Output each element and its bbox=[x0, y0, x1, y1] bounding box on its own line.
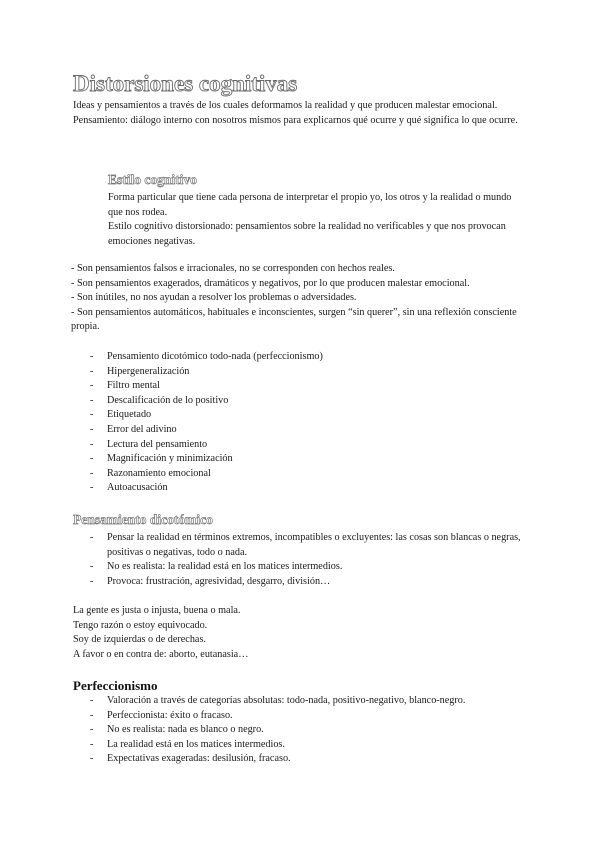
dicotomico-bullet: - Provoca: frustración, agresividad, desgarro, división… bbox=[90, 575, 530, 590]
example-line: Soy de izquierdas o de derechas. bbox=[73, 634, 206, 646]
perfeccionismo-bullet: - La realidad está en los matices intermedios. bbox=[90, 738, 530, 753]
distortion-item: - Error del adivino bbox=[90, 423, 490, 438]
distortion-item: - Autoacusación bbox=[90, 481, 490, 496]
estilo-heading: Estilo cognitivo bbox=[108, 172, 197, 187]
estilo-definition: Forma particular que tiene cada persona de interpretar el propio yo, los otros y la realidad o mundo que nos rodea. bbox=[108, 192, 512, 218]
dicotomico-bullet: - No es realista: la realidad está en los matices intermedios. bbox=[90, 560, 530, 575]
distortion-item: - Descalificación de lo positivo bbox=[90, 394, 490, 409]
intro-definition: Ideas y pensamientos a través de los cuales deformamos la realidad y que producen malestar emocional. bbox=[73, 100, 498, 111]
intro-pensamiento: Pensamiento: diálogo interno con nosotros mismos para explicarnos qué ocurre y qué significa lo que ocurre. bbox=[73, 114, 518, 126]
traits-list bbox=[71, 262, 533, 335]
estilo-section bbox=[108, 191, 528, 249]
perfeccionismo-bullet: - Expectativas exageradas: desilusión, fracaso. bbox=[90, 752, 530, 767]
trait-item: - Son pensamientos automáticos, habituales e inconscientes, surgen “sin querer”, sin una reflexión consciente propia. bbox=[71, 306, 517, 333]
perfeccionismo-bullet: - No es realista: nada es blanco o negro. bbox=[90, 723, 530, 738]
perfeccionismo-heading: Perfeccionismo bbox=[73, 678, 158, 693]
example-line: La gente es justa o injusta, buena o mala. bbox=[73, 605, 241, 616]
example-line: Tengo razón o estoy equivocado. bbox=[73, 619, 208, 631]
distortion-item: - Razonamiento emocional bbox=[90, 467, 490, 482]
dicotomico-examples bbox=[73, 604, 533, 662]
distortion-item: - Hipergeneralización bbox=[90, 365, 490, 380]
distortions-list bbox=[90, 350, 490, 496]
distortion-item: - Etiquetado bbox=[90, 408, 490, 423]
trait-item: - Son pensamientos exagerados, dramáticos y negativos, por lo que producen malestar emocional. bbox=[71, 277, 470, 289]
dicotomico-bullet: - Pensar la realidad en términos extremos, incompatibles o excluyentes: las cosas son blancas o negras, positivas o negativas, todo o nada. bbox=[90, 531, 530, 560]
estilo-distorsionado: Estilo cognitivo distorsionado: pensamientos sobre la realidad no verificables y que nos provocan emociones negativas. bbox=[108, 221, 506, 247]
trait-item: - Son inútiles, no nos ayudan a resolver los problemas o adversidades. bbox=[71, 292, 357, 304]
distortion-item: - Pensamiento dicotómico todo-nada (perfeccionismo) bbox=[90, 350, 490, 365]
example-line: A favor o en contra de: aborto, eutanasia… bbox=[73, 648, 249, 660]
intro-section bbox=[73, 99, 531, 128]
distortion-item: - Filtro mental bbox=[90, 379, 490, 394]
trait-item: - Son pensamientos falsos e irracionales, no se corresponden con hechos reales. bbox=[71, 263, 395, 274]
page-title: Distorsiones cognitivas bbox=[73, 71, 298, 96]
perfeccionismo-bullets bbox=[90, 694, 530, 767]
distortion-item: - Magnificación y minimización bbox=[90, 452, 490, 467]
perfeccionismo-bullet: - Valoración a través de categorías absolutas: todo-nada, positivo-negativo, blanco-negro. bbox=[90, 694, 530, 709]
distortion-item: - Lectura del pensamiento bbox=[90, 438, 490, 453]
dicotomico-heading: Pensamiento dicotómico bbox=[73, 512, 213, 527]
perfeccionismo-bullet: - Perfeccionista: éxito o fracaso. bbox=[90, 709, 530, 724]
dicotomico-bullets bbox=[90, 531, 530, 589]
